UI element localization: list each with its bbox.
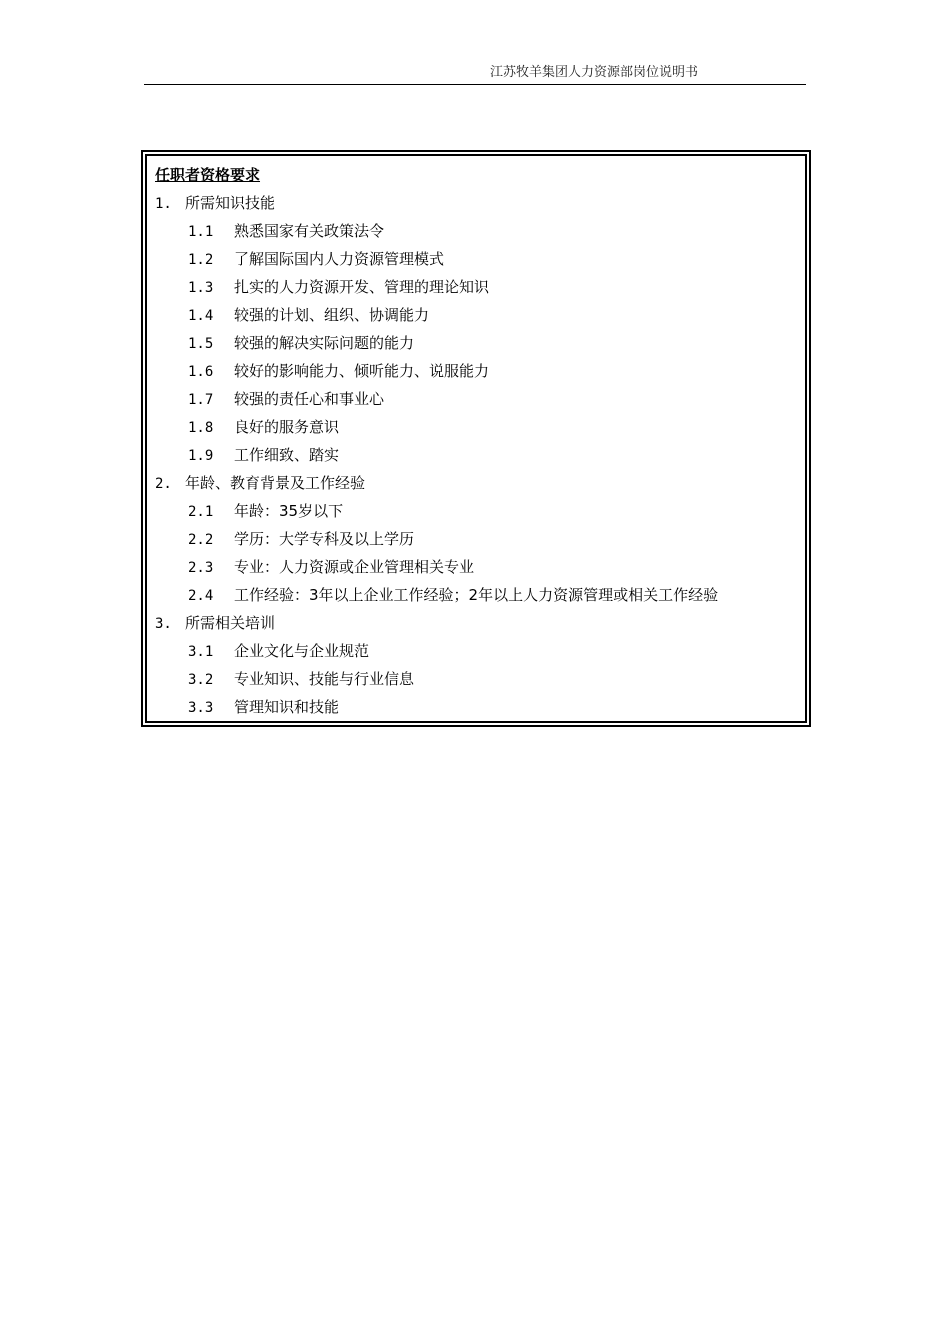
item-number: 1.2: [188, 252, 214, 268]
section-label: 所需知识技能: [185, 194, 276, 212]
item-number: 2.4: [188, 588, 214, 604]
item-text: 专业知识、技能与行业信息: [234, 670, 415, 688]
qualifications-title: 任职者资格要求: [155, 166, 261, 184]
list-item: [188, 697, 339, 717]
item-text: 较好的影响能力、倾听能力、说服能力: [234, 362, 490, 380]
list-item: [188, 529, 414, 549]
item-number: 1.5: [188, 336, 214, 352]
page-header: [144, 64, 806, 85]
list-item: [188, 501, 343, 521]
item-text: 年龄：35岁以下: [234, 502, 344, 520]
item-text: 企业文化与企业规范: [234, 642, 370, 660]
item-text: 扎实的人力资源开发、管理的理论知识: [234, 278, 490, 296]
list-item: [188, 389, 384, 409]
item-text: 较强的解决实际问题的能力: [234, 334, 415, 352]
item-number: 2.3: [188, 560, 214, 576]
item-number: 1.4: [188, 308, 214, 324]
list-item: [188, 221, 384, 241]
item-number: 1.8: [188, 420, 214, 436]
item-number: 3.2: [188, 672, 214, 688]
list-item: [188, 417, 339, 437]
section-heading-training: [155, 613, 275, 633]
section-number: 3.: [155, 616, 172, 632]
item-number: 2.2: [188, 532, 214, 548]
list-item: [188, 305, 429, 325]
qualifications-box: [141, 150, 811, 727]
list-item: [188, 669, 414, 689]
list-item: [188, 333, 414, 353]
item-text: 管理知识和技能: [234, 698, 340, 716]
item-number: 1.7: [188, 392, 214, 408]
item-number: 3.3: [188, 700, 214, 716]
list-item: [188, 641, 369, 661]
section-number: 1.: [155, 196, 172, 212]
list-item: [188, 445, 339, 465]
list-item: [188, 585, 718, 605]
qualifications-inner-frame: [145, 154, 807, 723]
item-number: 1.6: [188, 364, 214, 380]
item-text: 工作经验：3年以上企业工作经验；2年以上人力资源管理或相关工作经验: [234, 586, 719, 604]
item-text: 较强的计划、组织、协调能力: [234, 306, 430, 324]
item-number: 3.1: [188, 644, 214, 660]
section-heading-age-education-experience: [155, 473, 365, 493]
item-text: 专业：人力资源或企业管理相关专业: [234, 558, 475, 576]
list-item: [188, 361, 489, 381]
section-label: 所需相关培训: [185, 614, 276, 632]
item-text: 了解国际国内人力资源管理模式: [234, 250, 445, 268]
item-text: 工作细致、踏实: [234, 446, 340, 464]
header-title: 江苏牧羊集团人力资源部岗位说明书: [489, 65, 698, 80]
item-text: 较强的责任心和事业心: [234, 390, 385, 408]
list-item: [188, 557, 474, 577]
item-text: 学历：大学专科及以上学历: [234, 530, 415, 548]
list-item: [188, 277, 489, 297]
item-number: 2.1: [188, 504, 214, 520]
section-number: 2.: [155, 476, 172, 492]
item-number: 1.1: [188, 224, 214, 240]
item-number: 1.3: [188, 280, 214, 296]
section-label: 年龄、教育背景及工作经验: [185, 474, 366, 492]
item-text: 良好的服务意识: [234, 418, 340, 436]
list-item: [188, 249, 444, 269]
section-heading-knowledge-skills: [155, 193, 275, 213]
item-text: 熟悉国家有关政策法令: [234, 222, 385, 240]
item-number: 1.9: [188, 448, 214, 464]
